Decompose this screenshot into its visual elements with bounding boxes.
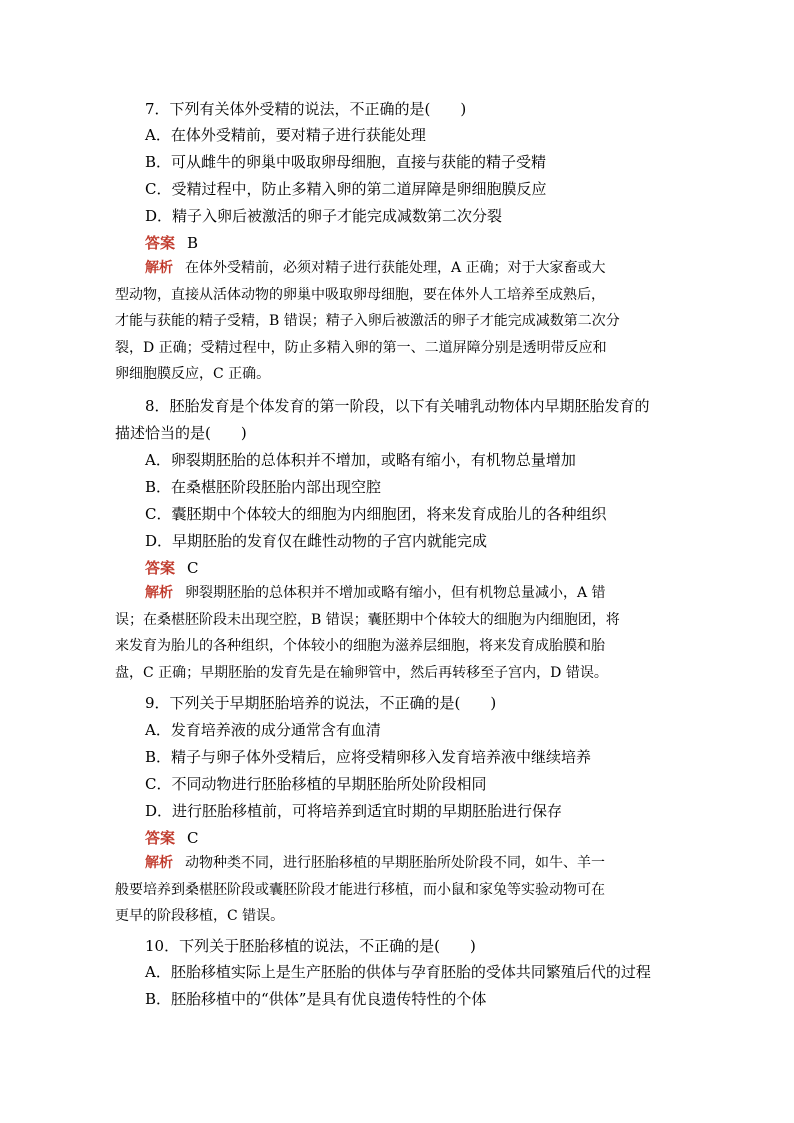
question-7-answer (145, 232, 198, 253)
question-9-explanation (115, 850, 680, 930)
question-9-answer (145, 827, 199, 848)
question-8-option-c: C．囊胚期中个体较大的细胞为内细胞团，将来发育成胎儿的各种组织 (145, 505, 607, 523)
explanation-line: 卵裂期胚胎的总体积并不增加或略有缩小，但有机物总量减小，A 错 (185, 585, 606, 601)
question-9-stem: 9．下列关于早期胚胎培养的说法，不正确的是( ) (145, 694, 497, 712)
question-9-option-b: B．精子与卵子体外受精后，应将受精卵移入发育培养液中继续培养 (145, 748, 592, 766)
question-8-option-a: A．卵裂期胚胎的总体积并不增加，或略有缩小，有机物总量增加 (145, 451, 576, 469)
explanation-line: 盘，C 正确；早期胚胎的发育先是在输卵管中，然后再转移至子宫内，D 错误。 (115, 664, 608, 681)
question-7-option-c: C．受精过程中，防止多精入卵的第二道屏障是卵细胞膜反应 (145, 180, 547, 198)
question-10-option-a: A．胚胎移植实际上是生产胚胎的供体与孕育胚胎的受体共同繁殖后代的过程 (145, 963, 651, 981)
question-8-option-b: B．在桑椹胚阶段胚胎内部出现空腔 (145, 478, 382, 496)
explanation-line: 型动物，直接从活体动物的卵巢中吸取卵母细胞，要在体外人工培养至成熟后， (115, 286, 605, 303)
explanation-line: 更早的阶段移植，C 错误。 (115, 908, 285, 924)
question-9-option-d: D．进行胚胎移植前，可将培养到适宜时期的早期胚胎进行保存 (145, 802, 563, 820)
question-10-stem: 10．下列关于胚胎移植的说法，不正确的是( ) (145, 937, 476, 955)
explanation-label: 解析 (145, 260, 173, 276)
answer-value: B (187, 234, 199, 252)
question-9-option-a: A．发育培养液的成分通常含有血清 (145, 721, 381, 739)
question-9-option-c: C．不同动物进行胚胎移植的早期胚胎所处阶段相同 (145, 775, 487, 793)
question-8-explanation (115, 580, 680, 686)
question-7-stem: 7．下列有关体外受精的说法，不正确的是( ) (145, 100, 467, 118)
question-8-option-d: D．早期胚胎的发育仅在雌性动物的子宫内就能完成 (145, 532, 488, 550)
explanation-line: 卵细胞膜反应，C 正确。 (115, 366, 271, 382)
question-7-option-a: A．在体外受精前，要对精子进行获能处理 (145, 126, 426, 144)
answer-value: C (187, 829, 199, 847)
question-7-explanation (115, 255, 680, 388)
question-8-answer (145, 557, 199, 578)
explanation-line: 误；在桑椹胚阶段未出现空腔，B 错误；囊胚期中个体较大的细胞为内细胞团，将 (115, 611, 620, 628)
question-10-option-b: B．胚胎移植中的“供体”是具有优良遗传特性的个体 (145, 990, 487, 1008)
question-7-option-b: B．可从雌牛的卵巢中吸取卵母细胞，直接与获能的精子受精 (145, 153, 547, 171)
answer-value: C (187, 559, 199, 577)
explanation-line: 裂，D 正确；受精过程中，防止多精入卵的第一、二道屏障分别是透明带反应和 (115, 339, 607, 356)
explanation-line: 般要培养到桑椹胚阶段或囊胚阶段才能进行移植，而小鼠和家兔等实验动物可在 (115, 881, 605, 898)
question-8-stem-cont: 描述恰当的是( ) (115, 424, 247, 442)
question-7-option-d: D．精子入卵后被激活的卵子才能完成减数第二次分裂 (145, 207, 503, 225)
answer-label: 答案 (145, 829, 176, 847)
question-8-stem: 8．胚胎发育是个体发育的第一阶段，以下有关哺乳动物体内早期胚胎发育的 (145, 397, 650, 415)
explanation-line: 才能与获能的精子受精，B 错误；精子入卵后被激活的卵子才能完成减数第二次分 (115, 313, 620, 329)
answer-label: 答案 (145, 559, 176, 577)
explanation-line: 动物种类不同，进行胚胎移植的早期胚胎所处阶段不同，如牛、羊一 (185, 855, 605, 871)
explanation-line: 在体外受精前，必须对精子进行获能处理，A 正确；对于大家畜或大 (185, 260, 606, 276)
explanation-label: 解析 (145, 585, 173, 601)
explanation-line: 来发育为胎儿的各种组织，个体较小的细胞为滋养层细胞，将来发育成胎膜和胎 (115, 638, 605, 654)
explanation-label: 解析 (145, 855, 173, 871)
answer-label: 答案 (145, 234, 176, 252)
